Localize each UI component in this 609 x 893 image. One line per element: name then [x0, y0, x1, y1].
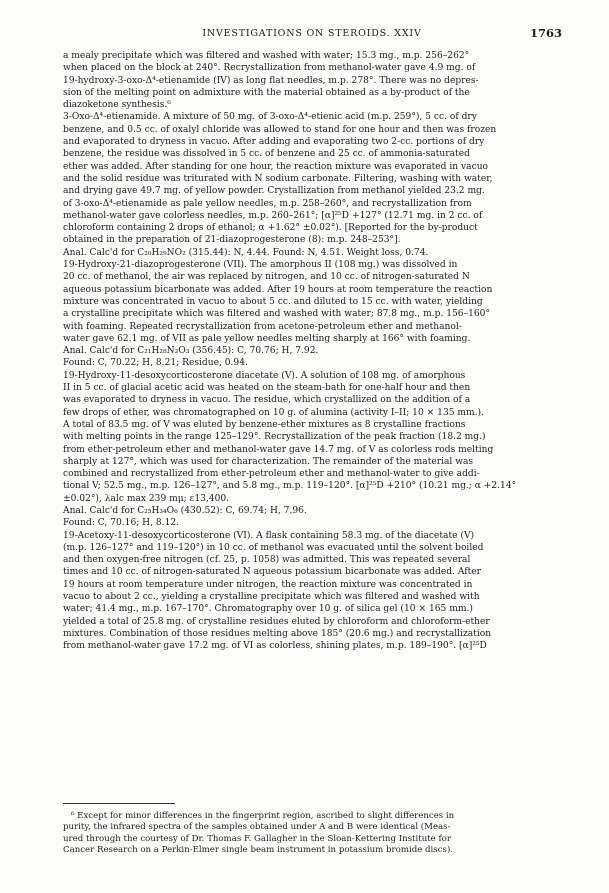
- body-text-line: sion of the melting point on admixture with the material obtained as a by-product of the: [63, 87, 470, 98]
- body-text-line: benzene, the residue was dissolved in 5 cc. of benzene and 25 cc. of ammonia-saturated: [63, 149, 470, 160]
- body-text-line: II in 5 cc. of glacial acetic acid was heated on the steam-bath for one-half hour and then: [63, 383, 471, 394]
- body-text-line: a crystalline precipitate which was filtered and washed with water; 87.8 mg., m.p. 156–160°: [63, 309, 491, 320]
- body-text-line: Anal. Calc'd for C₂₅H₃₄O₆ (430.52): C, 69.74; H, 7.96.: [63, 505, 307, 516]
- body-text-line: chloroform containing 2 drops of ethanol; α +1.62° ±0.02°). [Reported for the by-product: [63, 223, 478, 234]
- footnote-line: Cancer Research on a Perkin-Elmer single beam instrument in potassium bromide discs).: [63, 845, 454, 856]
- running-head: [72, 26, 562, 44]
- body-text-line: yielded a total of 25.8 mg. of crystalline residues eluted by chloroform and chloroform-ether: [63, 616, 490, 627]
- body-text-line: aqueous potassium bicarbonate was added. After 19 hours at room temperature the reaction: [63, 284, 493, 295]
- body-text-line: from ether-petroleum ether and methanol-water gave 14.7 mg. of V as colorless rods melting: [63, 444, 494, 455]
- body-text-line: tional V; 52.5 mg., m.p. 126–127°, and 5.8 mg., m.p. 119–120°. [α]²⁵D +210° (10.21 mg.; α +2.14°: [63, 481, 517, 492]
- body-text-line: Found: C, 70.16; H, 8.12.: [63, 518, 180, 529]
- body-text-line: ±0.02°), λalc max 239 mμ; ε13,400.: [63, 493, 230, 504]
- footnote-line: ured through the courtesy of Dr. Thomas F. Gallagher in the Sloan-Kettering Institute for: [63, 833, 451, 844]
- body-text-line: times and 10 cc. of nitrogen-saturated N aqueous potassium bicarbonate was added. After: [63, 567, 482, 578]
- body-text-line: was evaporated to dryness in vacuo. The residue, which crystallized on the addition of a: [63, 395, 471, 406]
- body-text-line: sharply at 127°, which was used for characterization. The remainder of the material was: [63, 456, 474, 467]
- body-text-line: of 3-oxo-Δ⁴-etienamide as pale yellow needles, m.p. 258–260°, and recrystallization from: [63, 198, 472, 209]
- body-text-line: benzene, and 0.5 cc. of oxalyl chloride was allowed to stand for one hour and then was frozen: [63, 124, 497, 135]
- body-text-line: mixtures. Combination of those residues melting above 185° (20.6 mg.) and recrystallization: [63, 628, 492, 639]
- body-text-line: a mealy precipitate which was filtered and washed with water; 15.3 mg., m.p. 256–262°: [63, 51, 470, 61]
- body-text-line: and evaporated to dryness in vacuo. After adding and evaporating two 2-cc. portions of dry: [63, 137, 485, 148]
- body-text: [63, 50, 547, 653]
- body-text-line: 19-hydroxy-3-oxo-Δ⁴-etienamide (IV) as long flat needles, m.p. 278°. There was no depres-: [63, 75, 479, 86]
- body-text-line: methanol-water gave colorless needles, m.p. 260–261°; [α]²⁵D +127° (12.71 mg. in 2 cc. of: [63, 210, 483, 221]
- body-text-line: A total of 83.5 mg. of V was eluted by benzene-ether mixtures as 8 crystalline fractions: [63, 419, 466, 430]
- body-text-line: mixture was concentrated in vacuo to about 5 cc. and diluted to 15 cc. with water, yielding: [63, 296, 483, 307]
- body-text-line: when placed on the block at 240°. Recrystallization from methanol-water gave 4.9 mg. of: [63, 63, 476, 74]
- body-text-line: and then oxygen-free nitrogen (cf. 25, p. 1058) was admitted. This was repeated several: [63, 555, 471, 566]
- body-text-line: with melting points in the range 125–129°. Recrystallization of the peak fraction (18.2 mg.): [63, 432, 486, 443]
- body-text-line: Anal. Calc'd for C₂₁H₂₈N₂O₃ (356.45): C, 70.76; H, 7.92.: [63, 346, 319, 357]
- body-text-line: water gave 62.1 mg. of VII as pale yellow needles melting sharply at 166° with foaming.: [63, 333, 471, 344]
- body-text-line: obtained in the preparation of 21-diazoprogesterone (8): m.p. 248–253°].: [63, 235, 401, 246]
- body-text-line: 20 cc. of methanol, the air was replaced by nitrogen, and 10 cc. of nitrogen-saturated N: [63, 272, 470, 283]
- body-text-line: Anal. Calc'd for C₂₀H₂₉NO₂ (315.44): N, 4.44. Found: N, 4.51. Weight loss, 0.74.: [63, 247, 429, 258]
- footnote-line: purity, the infrared spectra of the samples obtained under A and B were identical (Meas-: [63, 822, 451, 833]
- body-text-line: few drops of ether, was chromatographed on 10 g. of alumina (activity I–II; 10 × 135 mm.).: [63, 407, 484, 418]
- body-text-line: Found: C, 70.22; H, 8.21; Residue, 0.94.: [63, 358, 248, 369]
- page-number: 1763: [529, 26, 562, 40]
- footnote-rule: [63, 803, 175, 804]
- body-text-line: 3-Oxo-Δ⁴-etienamide. A mixture of 50 mg. of 3-oxo-Δ⁴-etienic acid (m.p. 259°), 5 cc. of dry: [63, 112, 477, 123]
- footnote: [63, 811, 547, 857]
- body-text-line: diazoketone synthesis.⁶: [63, 100, 171, 111]
- footnote-line: ⁶ Except for minor differences in the fingerprint region, ascribed to slight differences in: [71, 811, 455, 821]
- body-text-line: 19 hours at room temperature under nitrogen, the reaction mixture was concentrated in: [63, 579, 473, 590]
- body-text-line: vacuo to about 2 cc., yielding a crystalline precipitate which was filtered and washed with: [63, 592, 480, 603]
- running-head-title: INVESTIGATIONS ON STEROIDS. XXIV: [202, 28, 422, 39]
- body-text-line: and drying gave 49.7 mg. of yellow powder. Crystallization from methanol yielded 23.2 mg.: [63, 186, 485, 197]
- body-text-line: 19-Hydroxy-21-diazoprogesterone (VII). The amorphous II (108 mg.) was dissolved in: [63, 260, 458, 271]
- body-text-line: 19-Acetoxy-11-desoxycorticosterone (VI). A flask containing 58.3 mg. of the diacetate (V): [63, 530, 475, 541]
- body-text-line: with foaming. Repeated recrystallization from acetone-petroleum ether and methanol-: [63, 321, 462, 332]
- body-text-line: combined and recrystallized from ether-petroleum ether and methanol-water to give addi-: [63, 469, 480, 480]
- body-text-line: water; 41.4 mg., m.p. 167–170°. Chromatography over 10 g. of silica gel (10 × 165 mm.): [63, 604, 473, 615]
- body-text-line: ether was added. After standing for one hour, the reaction mixture was evaporated in vacuo: [63, 161, 489, 172]
- body-text-line: 19-Hydroxy-11-desoxycorticosterone diacetate (V). A solution of 108 mg. of amorphous: [63, 370, 466, 381]
- body-text-line: from methanol-water gave 17.2 mg. of VI as colorless, shining plates, m.p. 189–190°. [α]²⁵D: [63, 641, 487, 652]
- body-text-line: (m.p. 126–127° and 119–120°) in 10 cc. of methanol was evacuated until the solvent boiled: [63, 542, 484, 553]
- body-text-line: and the solid residue was triturated with N sodium carbonate. Filtering, washing with water,: [63, 173, 493, 184]
